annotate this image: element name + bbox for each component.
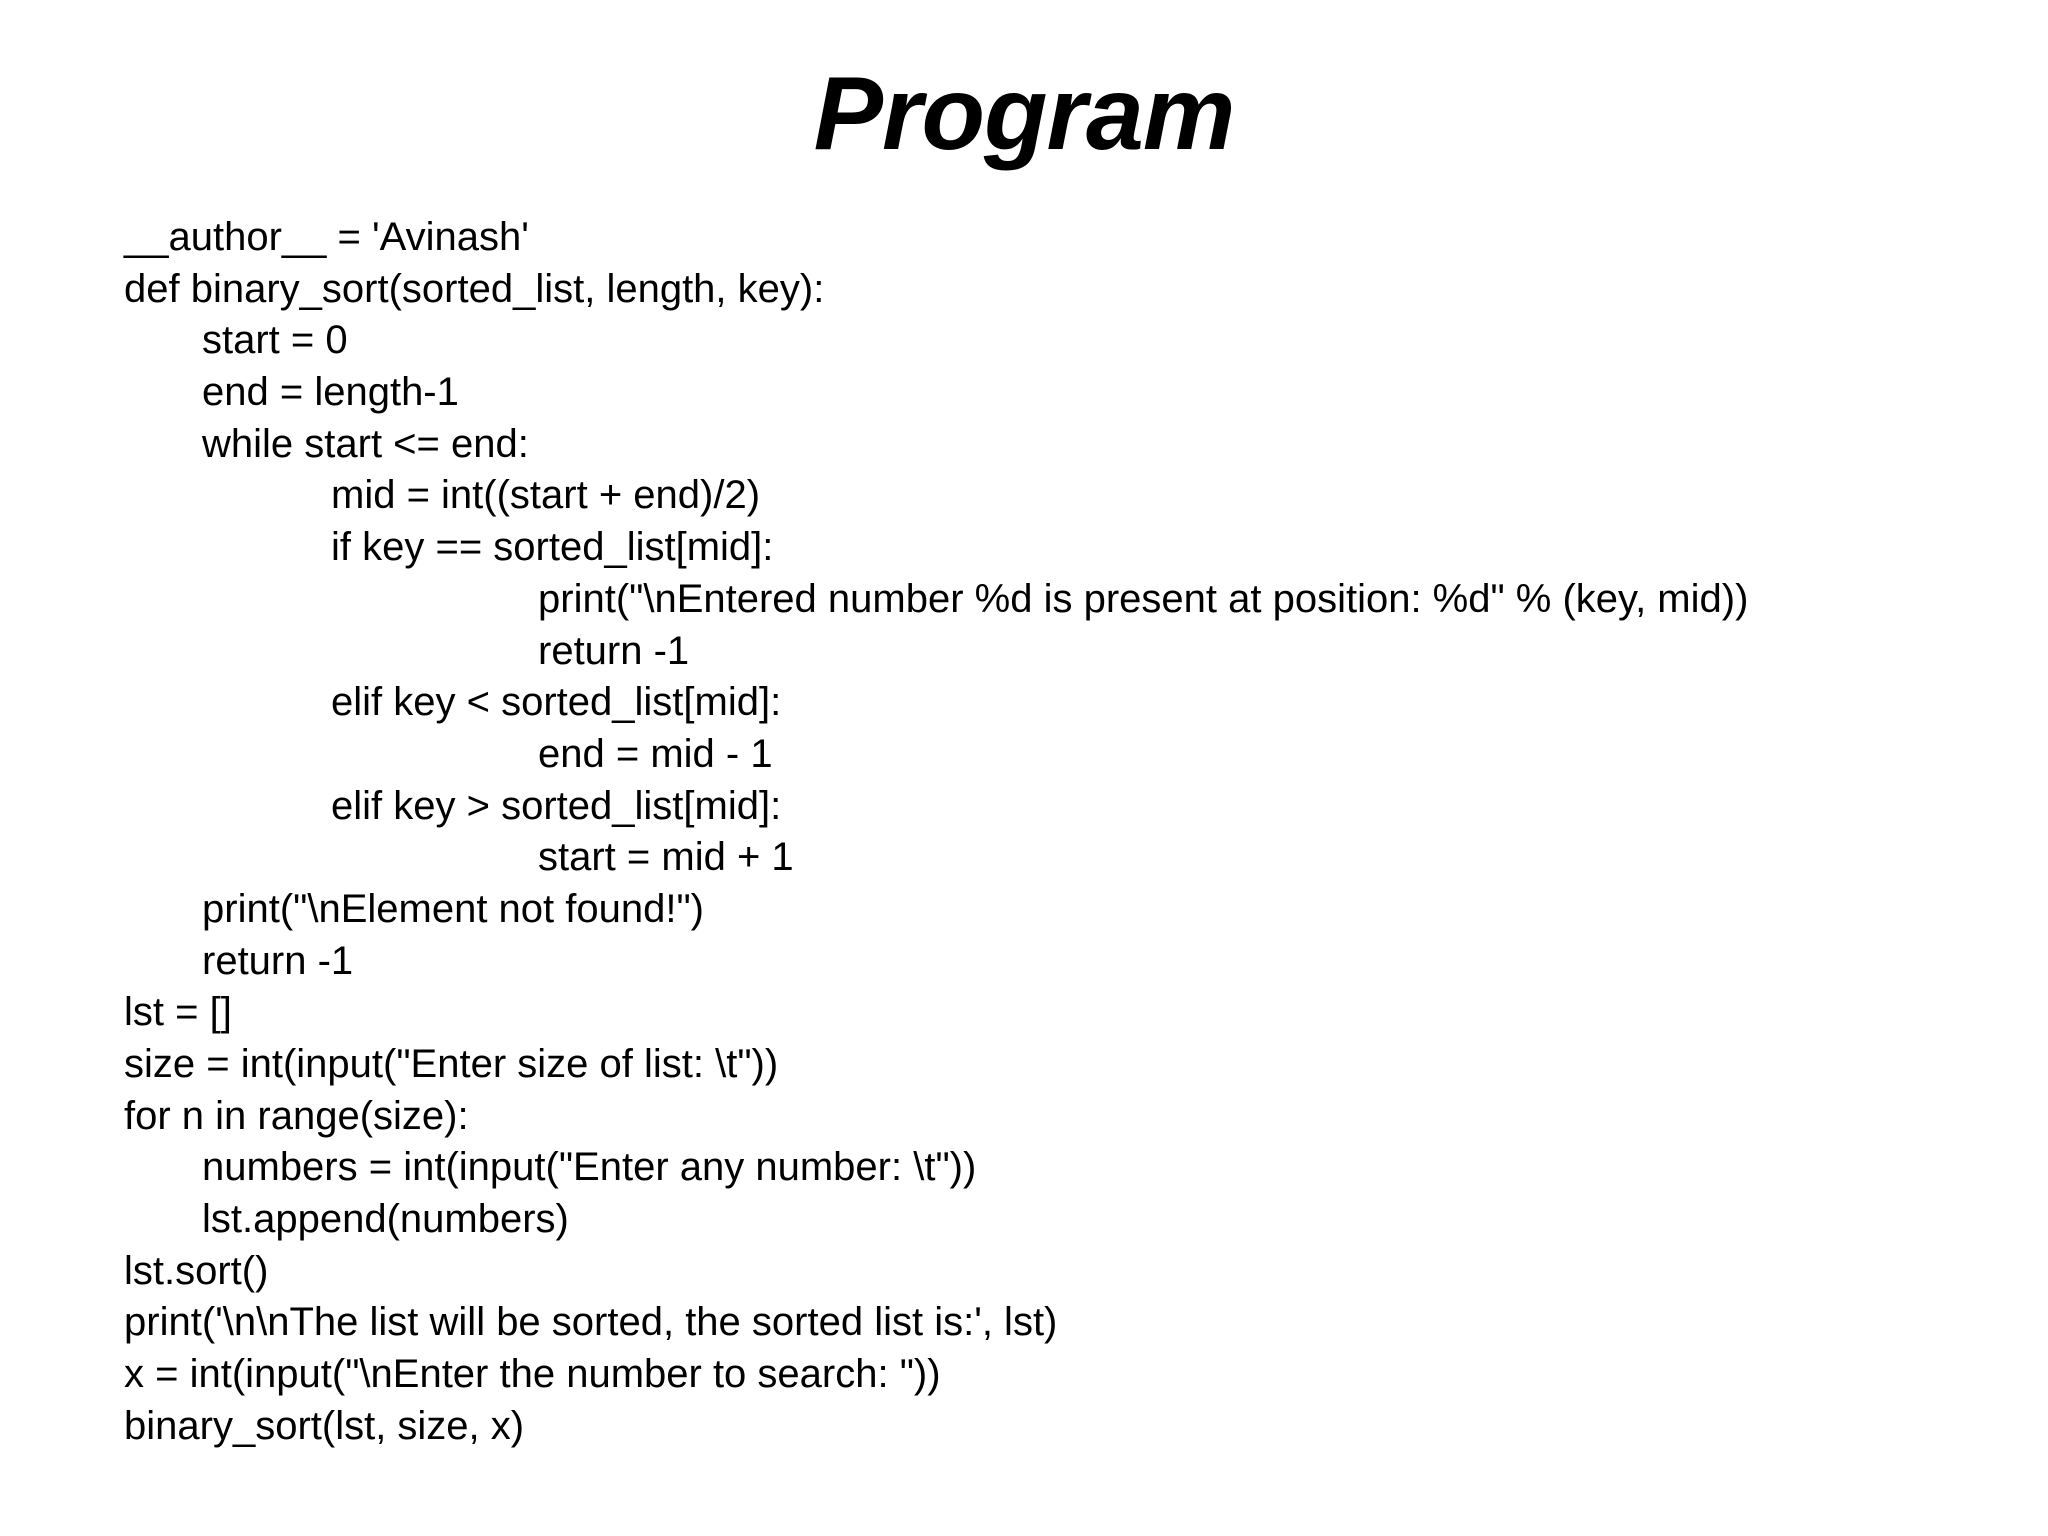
code-line: numbers = int(input("Enter any number: \t")) (202, 1145, 977, 1190)
code-line: print("\nElement not found!") (202, 886, 704, 931)
code-line: size = int(input("Enter size of list: \t")) (124, 1042, 779, 1086)
code-line: for n in range(size): (124, 1093, 469, 1138)
code-listing (124, 212, 1984, 1453)
code-line: x = int(input("\nEnter the number to search: ")) (124, 1352, 941, 1397)
code-line: while start <= end: (202, 421, 529, 466)
code-line: print('\n\nThe list will be sorted, the sorted list is:', lst) (124, 1300, 1058, 1345)
code-line: __author__ = 'Avinash' (124, 215, 529, 259)
code-line: print("\nEntered number %d is present at position: %d" % (key, mid)) (538, 576, 1749, 621)
code-line: end = length-1 (202, 370, 459, 415)
slide-title: Program (813, 56, 1235, 172)
code-line: elif key < sorted_list[mid]: (331, 680, 782, 725)
code-line: start = 0 (202, 318, 348, 363)
code-line: def binary_sort(sorted_list, length, key): (124, 266, 825, 311)
code-line: lst = [] (124, 990, 232, 1035)
code-line: return -1 (538, 628, 690, 673)
code-line: lst.append(numbers) (202, 1197, 569, 1242)
code-line: start = mid + 1 (538, 835, 794, 880)
code-line: binary_sort(lst, size, x) (124, 1403, 525, 1448)
code-line: end = mid - 1 (538, 731, 773, 776)
code-line: elif key > sorted_list[mid]: (331, 783, 782, 828)
code-line: return -1 (202, 938, 354, 983)
code-line: mid = int((start + end)/2) (331, 473, 761, 518)
code-line: if key == sorted_list[mid]: (331, 525, 774, 570)
code-line: lst.sort() (124, 1248, 269, 1293)
